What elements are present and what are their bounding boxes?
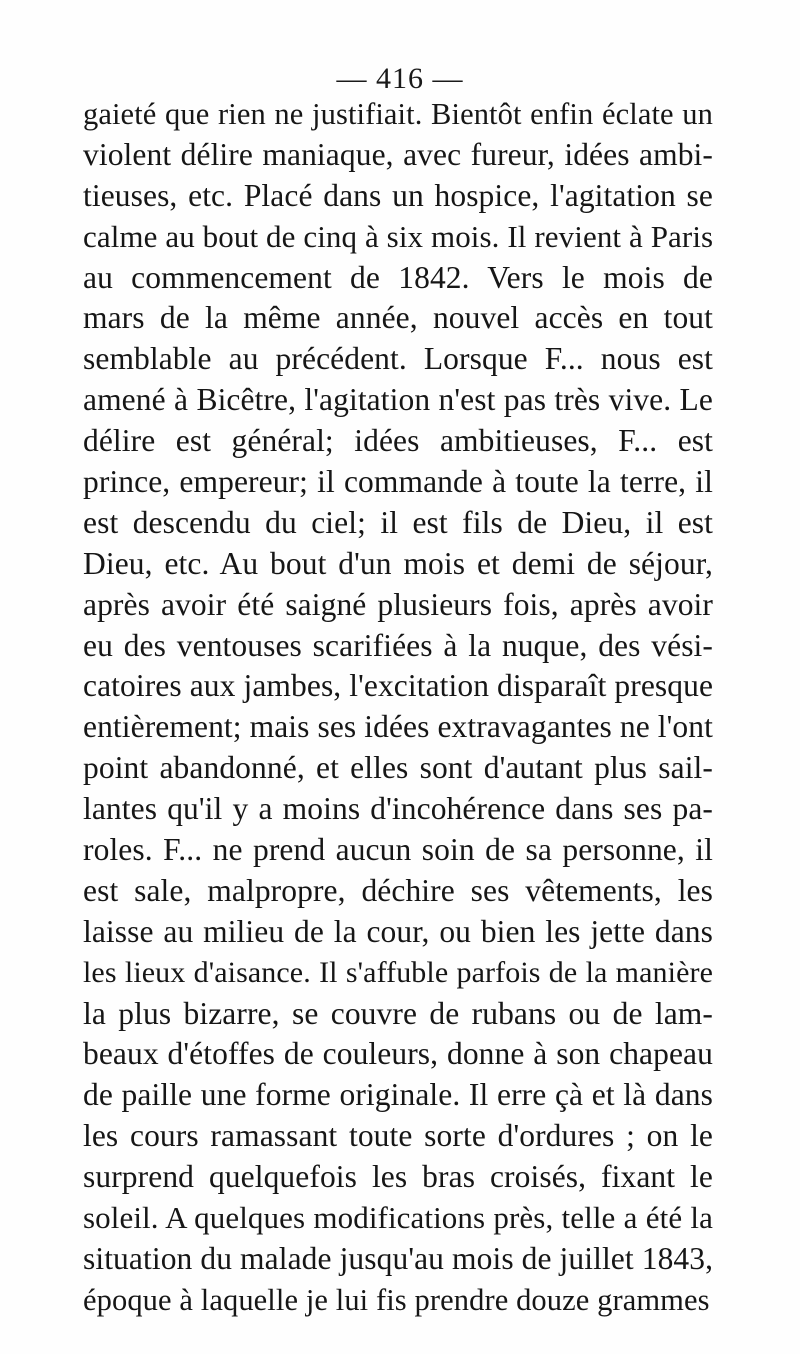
text-line: la plus bizarre, se couvre de rubans ou de lam-	[83, 995, 713, 1031]
text-line: délire est général; idées ambitieuses, F... est	[83, 423, 713, 459]
text-line: au commencement de 1842. Vers le mois de	[83, 259, 713, 295]
text-line: surprend quelquefois les bras croisés, fixant le	[83, 1159, 713, 1195]
text-line: prince, empereur; il commande à toute la terre, il	[83, 464, 713, 500]
text-line: semblable au précédent. Lorsque F... nous est	[83, 341, 713, 377]
text-line: époque à laquelle je lui fis prendre douze grammes	[83, 1282, 710, 1317]
text-line: gaieté que rien ne justifiait. Bientôt enfin éclate un	[83, 97, 713, 131]
text-line: catoires aux jambes, l'excitation disparaît presque	[83, 668, 714, 704]
text-line: amené à Bicêtre, l'agitation n'est pas très vive. Le	[83, 382, 713, 418]
text-line: calme au bout de cinq à six mois. Il revient à Paris	[83, 218, 714, 254]
text-line: soleil. A quelques modifications près, telle a été la	[83, 1200, 713, 1236]
text-line: tieuses, etc. Placé dans un hospice, l'agitation se	[83, 177, 713, 213]
text-line: les lieux d'aisance. Il s'affuble parfois de la manière	[83, 955, 713, 989]
text-line: de paille une forme originale. Il erre çà et là dans	[83, 1077, 713, 1113]
text-line: violent délire maniaque, avec fureur, idées ambi-	[83, 136, 713, 172]
text-line: est sale, malpropre, déchire ses vêtements, les	[83, 872, 713, 908]
text-line: mars de la même année, nouvel accès en tout	[83, 300, 713, 336]
text-line: les cours ramassant toute sorte d'ordures ; on le	[83, 1118, 713, 1154]
text-line: entièrement; mais ses idées extravagantes ne l'ont	[83, 709, 713, 745]
text-line: après avoir été saigné plusieurs fois, après avoir	[83, 586, 713, 622]
text-line: laisse au milieu de la cour, ou bien les jette dans	[83, 913, 713, 949]
body-text	[83, 94, 713, 1321]
page-number: — 416 —	[336, 62, 464, 95]
text-line: Dieu, etc. Au bout d'un mois et demi de séjour,	[83, 545, 713, 581]
text-line: beaux d'étoffes de couleurs, donne à son chapeau	[83, 1036, 713, 1072]
text-line: point abandonné, et elles sont d'autant plus sail-	[83, 750, 713, 786]
text-line: situation du malade jusqu'au mois de juillet 1843,	[83, 1240, 714, 1276]
text-line: est descendu du ciel; il est fils de Dieu, il est	[83, 504, 713, 540]
text-line: roles. F... ne prend aucun soin de sa personne, il	[83, 832, 713, 868]
text-line: eu des ventouses scarifiées à la nuque, des vési-	[83, 627, 713, 663]
text-line: lantes qu'il y a moins d'incohérence dans ses pa-	[83, 791, 713, 827]
